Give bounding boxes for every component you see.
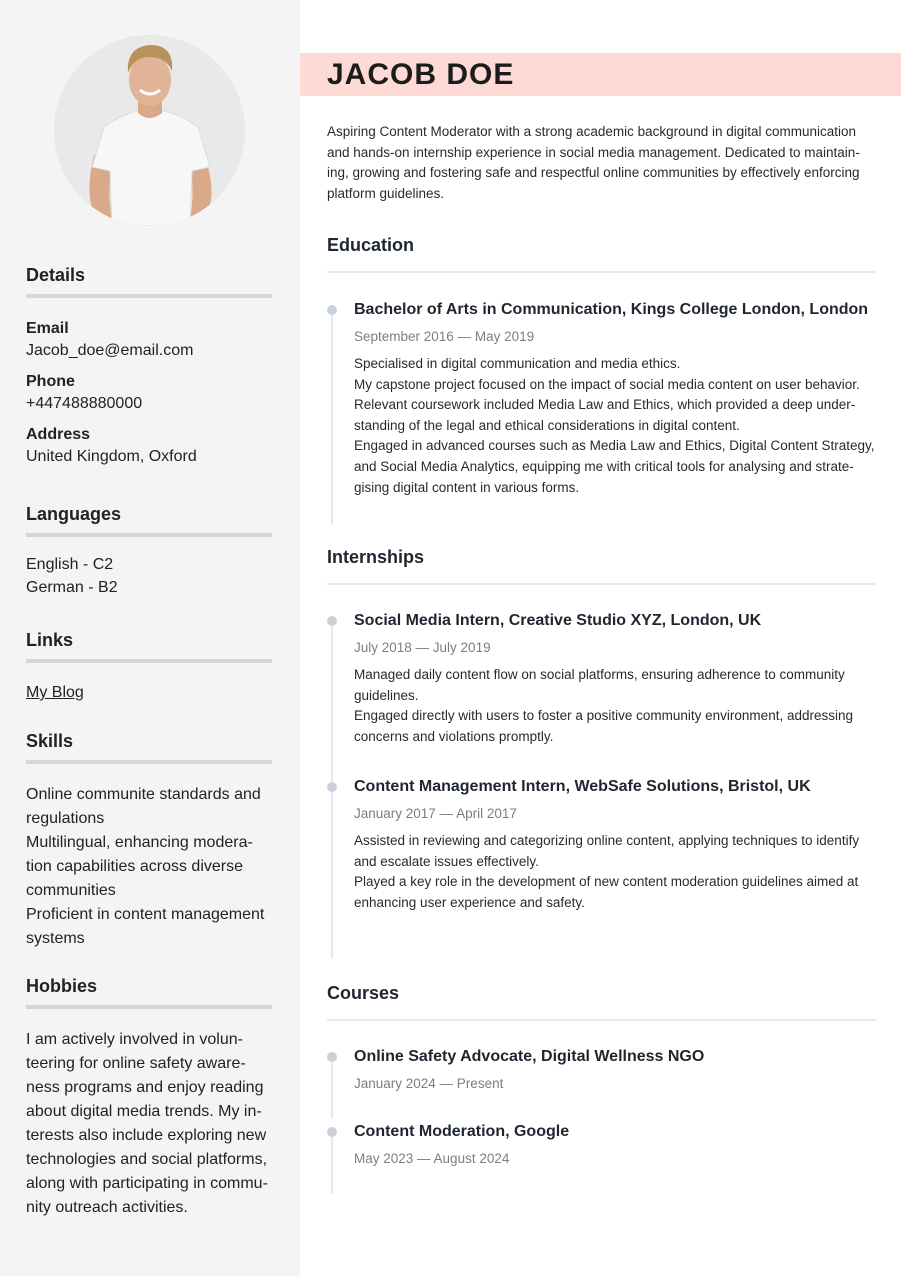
- item-description: [354, 831, 879, 913]
- name-banner: [300, 53, 901, 96]
- languages-title: Languages: [26, 504, 122, 524]
- section-divider: [26, 533, 272, 537]
- person-photo-icon: [54, 35, 245, 226]
- phone-value: +447488880000: [26, 395, 143, 412]
- section-divider: [327, 271, 876, 273]
- profile-summary: Aspiring Content Moderator with a strong academic background in digital communication and hands-on internship experience in social media management. Dedicated to maintain-ing, growing and fostering safe and respectful online communities by effectively enforcing platform guidelines.: [327, 124, 860, 202]
- item-date: May 2023 — August 2024: [354, 1151, 510, 1166]
- item-title: Social Media Intern, Creative Studio XYZ, London, UK: [354, 612, 762, 629]
- language-item: German - B2: [26, 579, 118, 596]
- skill-item: Online communite standards and regulations: [26, 786, 261, 827]
- education-title: Education: [327, 235, 415, 255]
- section-divider: [327, 583, 876, 585]
- section-divider: [26, 1005, 272, 1009]
- item-title: Bachelor of Arts in Communication, Kings College London, London: [354, 301, 869, 318]
- timeline-dot-icon: [327, 782, 337, 792]
- skills-title: Skills: [26, 731, 74, 751]
- email-label: Email: [26, 320, 69, 337]
- phone-label: Phone: [26, 373, 75, 390]
- language-item: English - C2: [26, 556, 114, 573]
- candidate-name: JACOB DOE: [327, 58, 515, 91]
- hobbies-section: [26, 975, 272, 1220]
- description-line: Engaged in advanced courses such as Media Law and Ethics, Digital Content Strategy, and Social Media Analytics, equipping me with critical tools for analysing and strate-gising digital content in various forms.: [354, 438, 875, 495]
- description-line: Relevant coursework included Media Law and Ethics, which provided a deep under-standing of the legal and ethical considerations in digital content.: [354, 397, 856, 433]
- skill-item: Multilingual, enhancing modera-tion capabilities across diverse communities: [26, 834, 253, 899]
- item-date: January 2024 — Present: [354, 1076, 504, 1091]
- details-title: Details: [26, 265, 86, 285]
- timeline-line: [331, 1055, 333, 1119]
- section-divider: [26, 659, 272, 663]
- description-line: Engaged directly with users to foster a positive community environment, addressing concerns and violations promptly.: [354, 708, 853, 744]
- item-description: [354, 354, 879, 498]
- skill-item: Proficient in content management systems: [26, 906, 265, 947]
- details-section: [26, 264, 272, 478]
- timeline-line: [331, 1130, 333, 1194]
- item-description: [354, 665, 879, 747]
- item-title: Content Moderation, Google: [354, 1123, 570, 1140]
- hobbies-title: Hobbies: [26, 976, 98, 996]
- timeline-dot-icon: [327, 1052, 337, 1062]
- courses-header: [327, 982, 876, 1021]
- address-label: Address: [26, 426, 91, 443]
- item-title: Content Management Intern, WebSafe Solutions, Bristol, UK: [354, 778, 811, 795]
- education-header: [327, 234, 876, 273]
- hobbies-text: I am actively involved in volun-teering for online safety aware-ness programs and enjoy reading about digital media trends. My in-terests also include exploring new technologies and social platforms, along with participating in commu-nity outreach activities.: [26, 1031, 268, 1216]
- item-date: September 2016 — May 2019: [354, 329, 535, 344]
- description-line: My capstone project focused on the impact of social media content on user behavior.: [354, 376, 860, 392]
- sidebar: [0, 0, 300, 1276]
- description-line: Played a key role in the development of new content moderation guidelines aimed at enhancing user experience and safety.: [354, 874, 859, 910]
- section-divider: [26, 760, 272, 764]
- address-value: United Kingdom, Oxford: [26, 448, 197, 465]
- links-section: [26, 629, 272, 705]
- timeline-line: [331, 308, 333, 524]
- links-title: Links: [26, 630, 74, 650]
- internships-title: Internships: [327, 547, 425, 567]
- timeline-dot-icon: [327, 616, 337, 626]
- courses-title: Courses: [327, 983, 400, 1003]
- description-line: Assisted in reviewing and categorizing online content, applying techniques to identify and escalate issues effectively.: [354, 833, 860, 869]
- timeline-dot-icon: [327, 1127, 337, 1137]
- description-line: Specialised in digital communication and media ethics.: [354, 356, 681, 371]
- description-line: Managed daily content flow on social platforms, ensuring adherence to community guidelines.: [354, 667, 845, 703]
- skills-section: [26, 730, 272, 951]
- item-date: January 2017 — April 2017: [354, 806, 517, 821]
- item-title: Online Safety Advocate, Digital Wellness NGO: [354, 1048, 705, 1065]
- internships-header: [327, 546, 876, 585]
- item-date: July 2018 — July 2019: [354, 640, 491, 655]
- profile-photo: [54, 35, 245, 226]
- my-blog-link[interactable]: My Blog: [26, 684, 84, 701]
- languages-section: [26, 503, 272, 599]
- section-divider: [26, 294, 272, 298]
- section-divider: [327, 1019, 876, 1021]
- timeline-dot-icon: [327, 305, 337, 315]
- email-value: Jacob_doe@email.com: [26, 342, 194, 359]
